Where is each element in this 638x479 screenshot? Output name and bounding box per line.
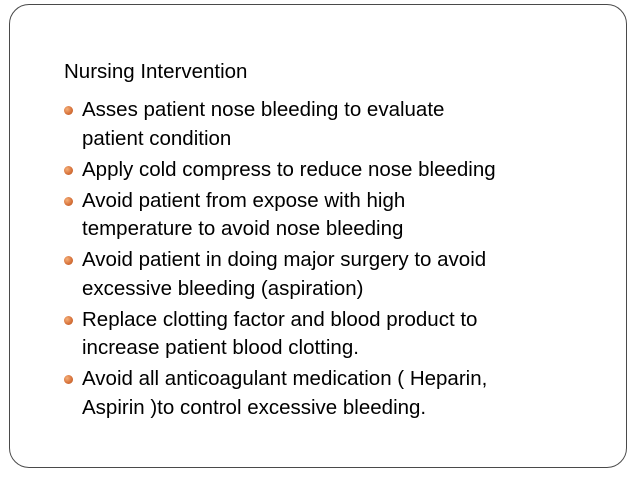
bullet-text-line: Asses patient nose bleeding to evaluate: [82, 98, 445, 121]
bullet-text-line: patient condition: [82, 126, 232, 150]
bullet-text-line: Aspirin )to control excessive bleeding.: [82, 395, 427, 419]
bullet-text-line: Avoid patient in doing major surgery to avoid: [82, 248, 487, 271]
bullet-item: [62, 306, 622, 363]
bullet-dot-icon: [64, 256, 73, 265]
bullet-text-line: Replace clotting factor and blood product to: [82, 307, 478, 331]
bullet-dot-icon: [64, 166, 73, 175]
bullet-text-line: temperature to avoid nose bleeding: [82, 217, 404, 240]
bullet-dot-icon: [64, 197, 73, 206]
bullet-text-line: Avoid patient from expose with high: [82, 188, 406, 212]
bullet-dot-icon: [64, 375, 73, 384]
bullet-item: [62, 187, 622, 244]
bullet-dot-icon: [64, 106, 73, 115]
bullet-list: [62, 96, 622, 425]
bullet-dot-icon: [64, 316, 73, 325]
bullet-item: [62, 365, 622, 422]
bullet-item: [62, 246, 622, 303]
bullet-text-line: Apply cold compress to reduce nose bleeding: [82, 157, 496, 181]
bullet-item: [62, 156, 622, 185]
slide-heading: Nursing Intervention: [64, 60, 248, 83]
bullet-text-line: Avoid all anticoagulant medication ( Heparin,: [82, 367, 488, 390]
bullet-item: [62, 96, 622, 153]
bullet-text-line: excessive bleeding (aspiration): [82, 276, 364, 300]
bullet-text-line: increase patient blood clotting.: [82, 336, 359, 359]
